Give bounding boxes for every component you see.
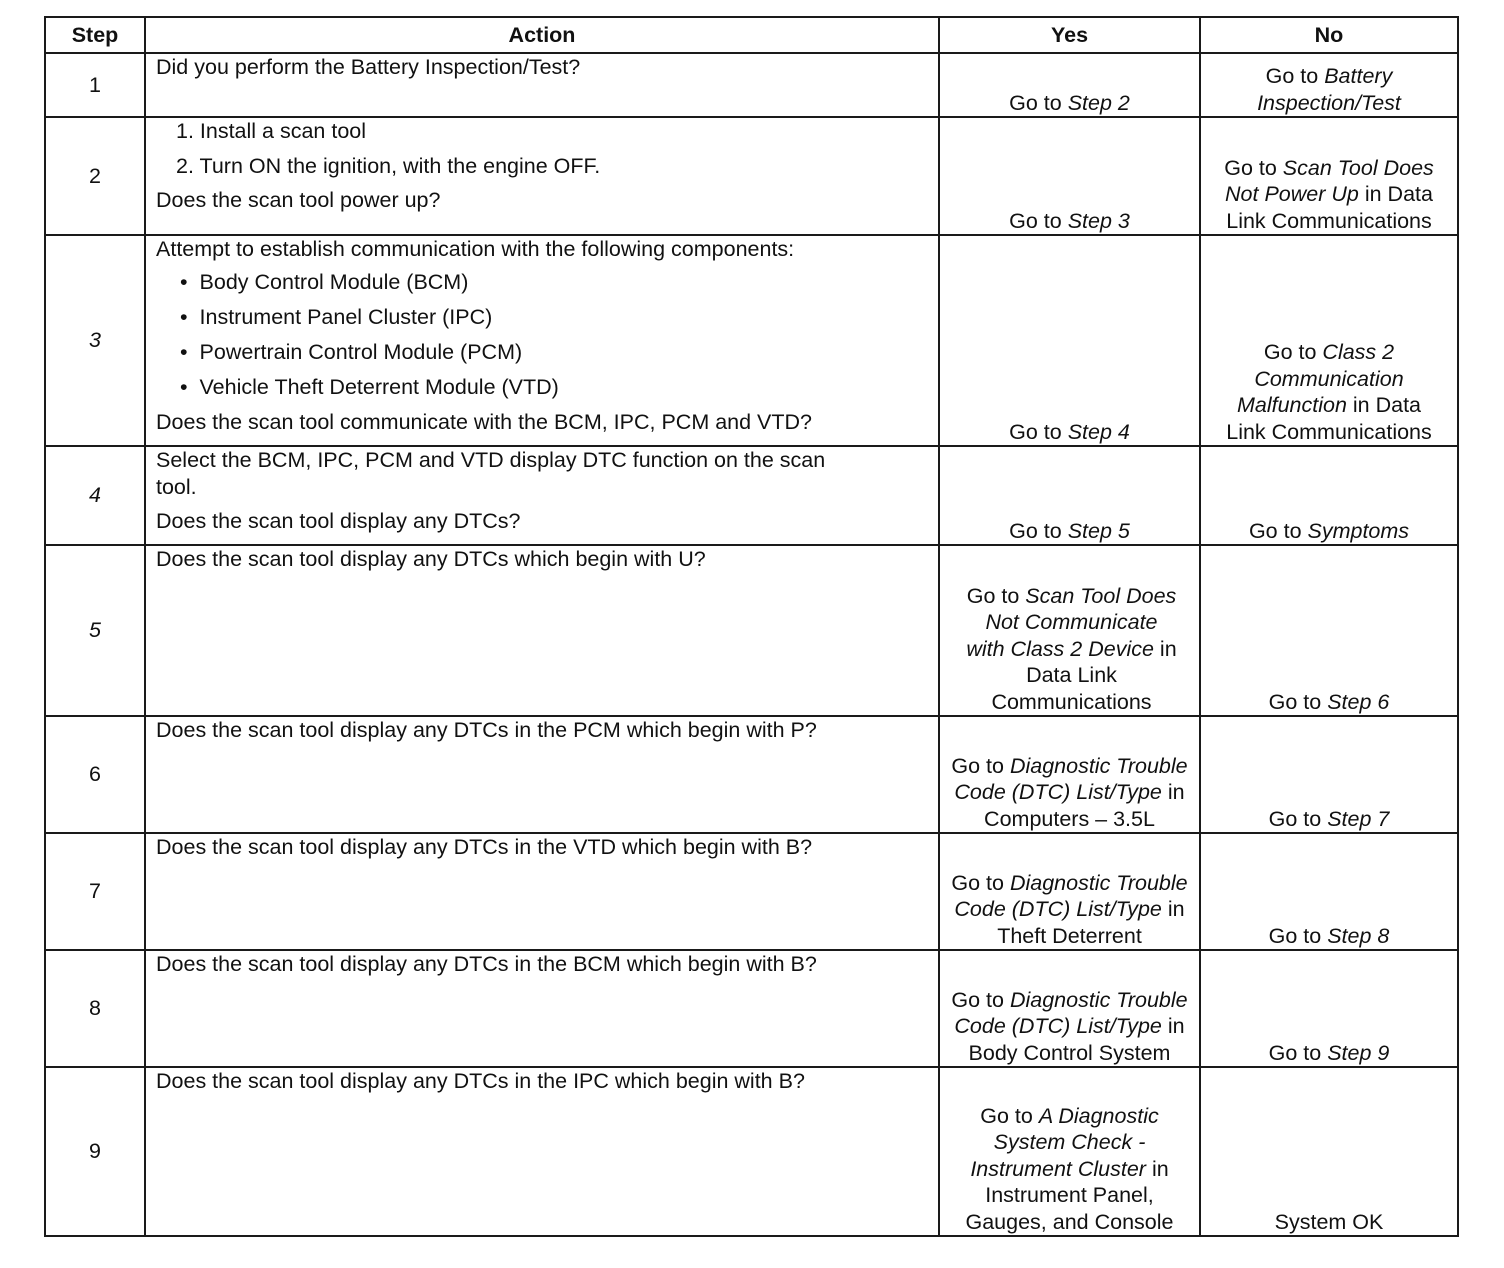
action-cell [145, 545, 939, 716]
yes-ref: Step 2 [1067, 90, 1130, 115]
list-item: • Vehicle Theft Deterrent Module (VTD) [180, 374, 928, 401]
step-number: 5 [45, 545, 145, 716]
action-intro: Select the BCM, IPC, PCM and VTD display DTC function on the scan tool. [156, 448, 826, 499]
step-number: 6 [45, 716, 145, 833]
yes-cell [939, 235, 1200, 446]
action-question: Does the scan tool display any DTCs in the PCM which begin with P? [156, 718, 817, 742]
action-question: Does the scan tool display any DTCs? [156, 509, 521, 533]
no-cell [1200, 1067, 1458, 1236]
yes-suffix: in Computers – 3.5L [984, 780, 1185, 831]
diagnostic-table [44, 16, 1459, 1237]
yes-cell [939, 950, 1200, 1067]
no-ref: Scan Tool Does Not Power Up [1225, 155, 1434, 206]
yes-prefix: Go to [951, 987, 1010, 1012]
action-cell [145, 950, 939, 1067]
list-item: • Body Control Module (BCM) [180, 269, 928, 296]
action-question: Does the scan tool power up? [156, 188, 441, 212]
step-number: 7 [45, 833, 145, 950]
action-cell [145, 716, 939, 833]
component-list [156, 269, 928, 401]
yes-ref: Diagnostic Trouble Code (DTC) List/Type [954, 987, 1188, 1038]
yes-cell [939, 117, 1200, 235]
table-row [45, 950, 1458, 1067]
no-cell [1200, 117, 1458, 235]
no-cell [1200, 53, 1458, 117]
no-prefix: Go to [1268, 1040, 1328, 1065]
step-number: 1 [45, 53, 145, 117]
action-cell [145, 833, 939, 950]
action-question: Did you perform the Battery Inspection/Test? [156, 55, 581, 79]
action-question: Does the scan tool communicate with the BCM, IPC, PCM and VTD? [156, 409, 813, 434]
yes-cell [939, 833, 1200, 950]
step-number: 4 [45, 446, 145, 545]
no-prefix: Go to [1263, 340, 1323, 364]
no-prefix: Go to [1268, 923, 1328, 948]
no-cell [1200, 716, 1458, 833]
yes-ref: Step 5 [1067, 518, 1130, 543]
no-cell [1200, 446, 1458, 545]
yes-ref: Step 3 [1067, 208, 1130, 233]
action-cell [145, 446, 939, 545]
no-suffix: in Data Link Communications [1226, 182, 1433, 233]
yes-ref: Scan Tool Does Not Communicate with Class 2 Device [966, 583, 1177, 661]
no-prefix: Go to [1248, 518, 1308, 543]
yes-prefix: Go to [980, 1103, 1039, 1128]
action-question: Does the scan tool display any DTCs in the IPC which begin with B? [156, 1069, 805, 1093]
yes-cell [939, 53, 1200, 117]
no-suffix: in Data Link Communications [1226, 393, 1432, 444]
no-prefix: System OK [1274, 1209, 1384, 1234]
table-row [45, 117, 1458, 235]
no-cell [1200, 235, 1458, 446]
no-ref: Step 9 [1327, 1040, 1390, 1065]
no-ref: Class 2 Communication Malfunction [1236, 340, 1404, 417]
no-prefix: Go to [1224, 155, 1283, 180]
action-step-item: 2. Turn ON the ignition, with the engine OFF. [176, 153, 601, 178]
step-number: 9 [45, 1067, 145, 1236]
table-row [45, 446, 1458, 545]
header-yes: Yes [939, 17, 1200, 53]
yes-prefix: Go to [951, 870, 1010, 895]
yes-ref: Diagnostic Trouble Code (DTC) List/Type [954, 753, 1188, 804]
action-cell [145, 1067, 939, 1236]
yes-cell [939, 716, 1200, 833]
yes-suffix: in Theft Deterrent [997, 897, 1185, 948]
no-prefix: Go to [1268, 806, 1328, 831]
table-row [45, 833, 1458, 950]
yes-prefix: Go to [1009, 208, 1068, 233]
yes-prefix: Go to [951, 753, 1010, 778]
step-number: 2 [45, 117, 145, 235]
yes-cell [939, 545, 1200, 716]
action-cell [145, 117, 939, 235]
step-number: 8 [45, 950, 145, 1067]
action-question: Does the scan tool display any DTCs in the BCM which begin with B? [156, 952, 817, 976]
yes-suffix: in Body Control System [968, 1014, 1185, 1065]
yes-suffix: in Instrument Panel, Gauges, and Console [965, 1156, 1174, 1234]
table-row [45, 716, 1458, 833]
list-item: • Instrument Panel Cluster (IPC) [180, 304, 928, 331]
step-number: 3 [45, 235, 145, 446]
yes-prefix: Go to [966, 583, 1026, 608]
no-ref: Battery Inspection/Test [1257, 64, 1401, 115]
no-ref: Symptoms [1307, 518, 1410, 543]
yes-prefix: Go to [1009, 90, 1068, 115]
yes-ref: Diagnostic Trouble Code (DTC) List/Type [954, 870, 1188, 921]
header-no: No [1200, 17, 1458, 53]
no-ref: Step 8 [1327, 923, 1390, 948]
list-item: • Powertrain Control Module (PCM) [180, 339, 928, 366]
no-cell [1200, 950, 1458, 1067]
yes-cell [939, 1067, 1200, 1236]
action-cell [145, 235, 939, 446]
no-prefix: Go to [1265, 64, 1325, 88]
table-row [45, 53, 1458, 117]
no-cell [1200, 545, 1458, 716]
action-cell [145, 53, 939, 117]
table-row [45, 235, 1458, 446]
action-steps [156, 118, 928, 179]
yes-ref: A Diagnostic System Check - Instrument Cluster [970, 1103, 1159, 1181]
table-row [45, 545, 1458, 716]
header-row [45, 17, 1458, 53]
action-intro: Attempt to establish communication with the following components: [156, 237, 795, 261]
yes-cell [939, 446, 1200, 545]
no-ref: Step 7 [1327, 806, 1390, 831]
yes-suffix: in Data Link Communications [991, 636, 1177, 714]
yes-prefix: Go to [1009, 419, 1068, 444]
action-step-item: 1. Install a scan tool [176, 119, 367, 143]
no-ref: Step 6 [1327, 689, 1390, 714]
table-row [45, 1067, 1458, 1236]
header-action: Action [145, 17, 939, 53]
yes-ref: Step 4 [1067, 419, 1130, 444]
yes-prefix: Go to [1009, 518, 1068, 543]
action-question: Does the scan tool display any DTCs which begin with U? [156, 547, 706, 571]
header-step: Step [45, 17, 145, 53]
action-question: Does the scan tool display any DTCs in the VTD which begin with B? [156, 835, 813, 859]
no-prefix: Go to [1268, 689, 1328, 714]
no-cell [1200, 833, 1458, 950]
